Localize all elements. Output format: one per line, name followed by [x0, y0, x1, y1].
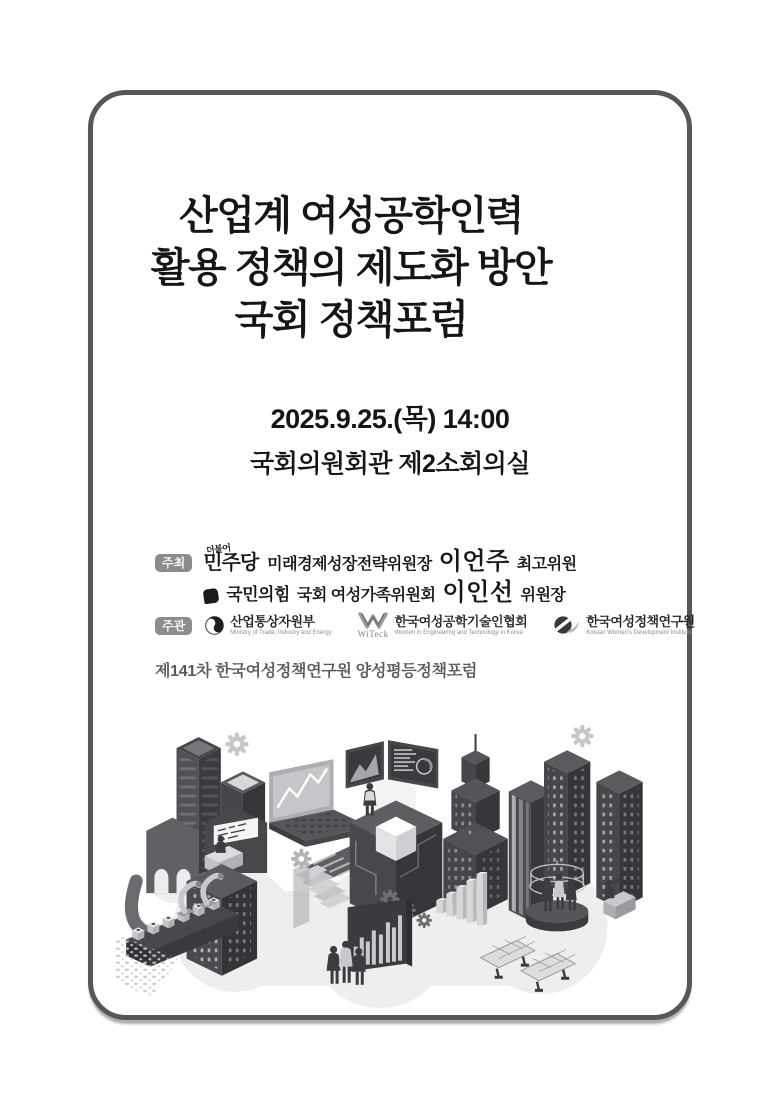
schedule-block: [0, 397, 780, 480]
kwdi-logo-icon: [553, 615, 580, 635]
title-line-1: 산업계 여성공학인력: [179, 194, 523, 238]
presenter-person: [363, 783, 376, 816]
host-role: 국회 여성가족위원회: [296, 586, 436, 604]
ppp-party-mark-icon: [203, 588, 219, 604]
illustration-area: [116, 722, 676, 1016]
poster-title: [0, 190, 741, 346]
host-position: 위원장: [520, 586, 566, 604]
title-line-2: 활용 정책의 제도화 방안: [150, 246, 552, 290]
organizers-section: [155, 612, 695, 639]
host-name: 이언주: [438, 548, 510, 575]
event-venue: 국회의원회관 제2소회의실: [249, 450, 530, 478]
taegeuk-logo-icon: [205, 616, 224, 635]
title-line-3: 국회 정책포럼: [234, 298, 468, 342]
host-row-minjoo: [203, 544, 576, 574]
witeck-logo-icon: WiTeck: [358, 612, 389, 639]
gear-icon-top-left: [225, 733, 248, 756]
event-datetime: 2025.9.25.(목) 14:00: [270, 404, 510, 434]
host-name: 이인선: [442, 579, 514, 606]
host-position: 최고위원: [516, 555, 577, 573]
organizer-witeck: WiTeck 한국여성공학기술인협회 Women in Engineering and Technology in Korea: [357, 613, 528, 639]
host-row-ppp: [203, 581, 576, 605]
ppp-party-wordmark: 국민의힘: [226, 585, 290, 605]
gear-pillar: [291, 849, 311, 929]
hosts-section: [155, 544, 577, 605]
isometric-city-illustration: [116, 722, 676, 1016]
minjoo-party-wordmark: 더불어 민주당: [203, 542, 259, 574]
gear-icon-top-right: [571, 725, 593, 747]
organizer-motie: 산업통상자원부 Ministry of Trade, Industry and Energy: [205, 615, 331, 637]
organizer-badge: 주관: [155, 617, 192, 635]
host-role: 미래경제성장전략위원장: [267, 555, 432, 573]
organizer-kwdi: 한국여성정책연구원 Korean Women's Development Institute: [553, 615, 695, 637]
forum-series-note: 제141차 한국여성정책연구원 양성평등정책포럼: [155, 663, 478, 680]
host-badge: 주최: [155, 554, 192, 572]
